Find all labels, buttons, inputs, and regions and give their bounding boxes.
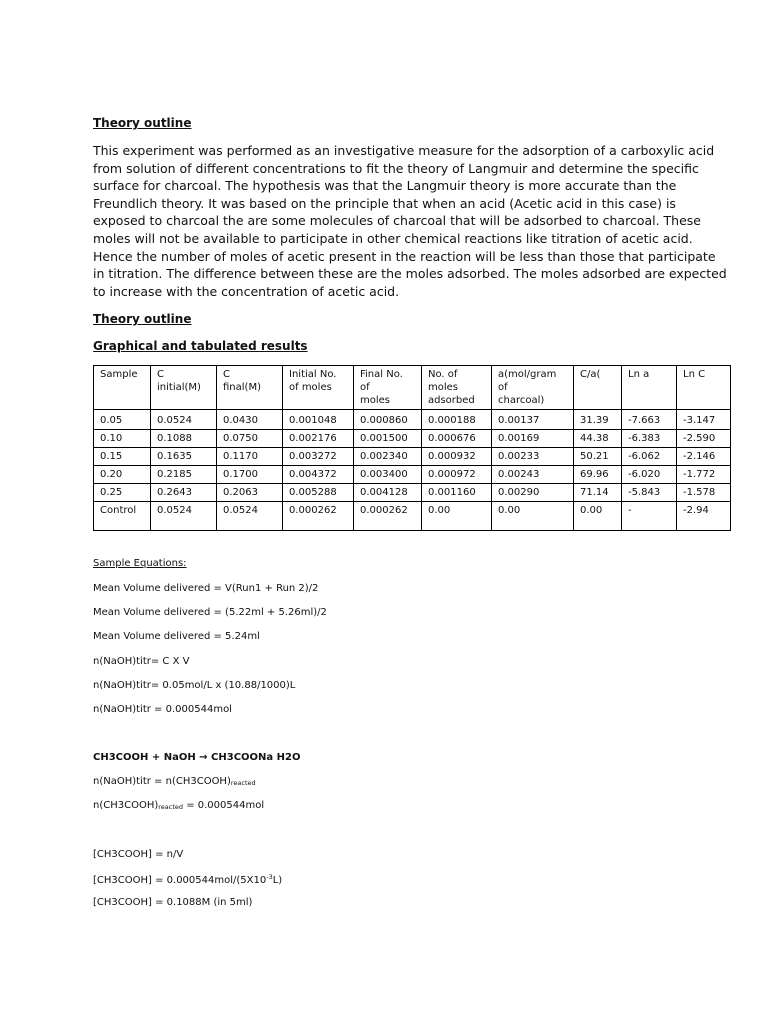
equation-line: Mean Volume delivered = 5.24ml bbox=[93, 631, 260, 642]
sample-equations-label: Sample Equations: bbox=[93, 558, 187, 569]
graphical-results-heading: Graphical and tabulated results bbox=[93, 339, 308, 353]
equation-line: n(NaOH)titr= C X V bbox=[93, 656, 190, 667]
table-cell: 0.000932 bbox=[422, 448, 492, 466]
table-cell: 0.1700 bbox=[217, 466, 283, 484]
equation-text: L) bbox=[272, 875, 283, 886]
table-row bbox=[94, 502, 731, 531]
equation-line: n(NaOH)titr= 0.05mol/L x (10.88/1000)L bbox=[93, 680, 296, 691]
table-cell: -2.94 bbox=[677, 502, 731, 531]
table-cell: 0.00 bbox=[574, 502, 622, 531]
table-cell: 0.001048 bbox=[283, 410, 354, 430]
table-cell: 0.2063 bbox=[217, 484, 283, 502]
table-cell: Control bbox=[94, 502, 151, 531]
table-cell: 0.000188 bbox=[422, 410, 492, 430]
table-cell: 0.003272 bbox=[283, 448, 354, 466]
paragraph-line: Hence the number of moles of acetic present in the reaction will be less than those that participate bbox=[93, 248, 716, 264]
equation-line: Mean Volume delivered = V(Run1 + Run 2)/2 bbox=[93, 583, 319, 594]
table-header-cell: Ln a bbox=[622, 366, 677, 410]
paragraph-line: surface for charcoal. The hypothesis was that the Langmuir theory is more accurate than the bbox=[93, 178, 677, 194]
table-cell: 0.002176 bbox=[283, 430, 354, 448]
table-cell: 50.21 bbox=[574, 448, 622, 466]
table-cell: 0.0750 bbox=[217, 430, 283, 448]
table-body bbox=[94, 410, 731, 531]
table-cell: 0.003400 bbox=[354, 466, 422, 484]
paragraph-line: moles will not be available to participate in other chemical reactions like titration of acetic acid. bbox=[93, 230, 693, 246]
table-cell: 0.0524 bbox=[151, 502, 217, 531]
table-cell: 0.005288 bbox=[283, 484, 354, 502]
table-cell: 0.001500 bbox=[354, 430, 422, 448]
table-cell: 0.1635 bbox=[151, 448, 217, 466]
subscript-text: reacted bbox=[230, 779, 256, 787]
table-cell: -6.020 bbox=[622, 466, 677, 484]
table-row bbox=[94, 448, 731, 466]
table-cell: -1.772 bbox=[677, 466, 731, 484]
equation-text: n(NaOH)titr = n(CH3COOH) bbox=[93, 776, 231, 787]
table-cell: 0.00290 bbox=[492, 484, 574, 502]
table-cell: 31.39 bbox=[574, 410, 622, 430]
table-cell: 0.10 bbox=[94, 430, 151, 448]
table-cell: -6.062 bbox=[622, 448, 677, 466]
table-cell: 0.000262 bbox=[283, 502, 354, 531]
table-cell: 0.00 bbox=[492, 502, 574, 531]
table-cell: 0.00169 bbox=[492, 430, 574, 448]
paragraph-line: from solution of different concentrations to fit the theory of Langmuir and determine the specific bbox=[93, 160, 699, 176]
table-cell: 0.002340 bbox=[354, 448, 422, 466]
table-header-cell: No. of moles adsorbed bbox=[422, 366, 492, 410]
table-cell: -1.578 bbox=[677, 484, 731, 502]
table-row bbox=[94, 410, 731, 430]
table-cell: 0.004372 bbox=[283, 466, 354, 484]
table-cell: 0.0430 bbox=[217, 410, 283, 430]
table-cell: 0.25 bbox=[94, 484, 151, 502]
table-cell: 0.00233 bbox=[492, 448, 574, 466]
table-cell: 0.0524 bbox=[151, 410, 217, 430]
equation-text: [CH3COOH] = 0.000544mol/(5X10 bbox=[93, 875, 267, 886]
equation-text: n(CH3COOH) bbox=[93, 800, 159, 811]
table-cell: - bbox=[622, 502, 677, 531]
equation-line: [CH3COOH] = 0.1088M (in 5ml) bbox=[93, 897, 253, 908]
paragraph-line: This experiment was performed as an investigative measure for the adsorption of a carboxylic acid bbox=[93, 143, 715, 158]
equation-text: = 0.000544mol bbox=[183, 800, 265, 811]
table-cell: 0.15 bbox=[94, 448, 151, 466]
table-header bbox=[94, 366, 731, 410]
table-header-row bbox=[94, 366, 731, 410]
equation-line bbox=[93, 776, 256, 787]
table-cell: 0.001160 bbox=[422, 484, 492, 502]
theory-paragraph bbox=[93, 142, 727, 300]
reaction-equation: CH3COOH + NaOH → CH3COONa H2O bbox=[93, 752, 301, 763]
equation-line: [CH3COOH] = n/V bbox=[93, 849, 184, 860]
table-cell: 0.000860 bbox=[354, 410, 422, 430]
table-cell: -6.383 bbox=[622, 430, 677, 448]
table-header-cell: Final No. of moles bbox=[354, 366, 422, 410]
table-header-cell: C/a( bbox=[574, 366, 622, 410]
table-cell: 0.05 bbox=[94, 410, 151, 430]
table-cell: 0.004128 bbox=[354, 484, 422, 502]
table-cell: 0.000676 bbox=[422, 430, 492, 448]
table-row bbox=[94, 466, 731, 484]
table-cell: 0.00243 bbox=[492, 466, 574, 484]
table-cell: 44.38 bbox=[574, 430, 622, 448]
table-header-cell: a(mol/gram of charcoal) bbox=[492, 366, 574, 410]
equation-line bbox=[93, 800, 264, 811]
table-header-cell: C initial(M) bbox=[151, 366, 217, 410]
table-cell: 71.14 bbox=[574, 484, 622, 502]
table-cell: 0.0524 bbox=[217, 502, 283, 531]
table-header-cell: Ln C bbox=[677, 366, 731, 410]
table-header-cell: C final(M) bbox=[217, 366, 283, 410]
theory-outline-heading-2: Theory outline bbox=[93, 312, 192, 326]
table-cell: 69.96 bbox=[574, 466, 622, 484]
table-cell: 0.20 bbox=[94, 466, 151, 484]
equation-line: Mean Volume delivered = (5.22ml + 5.26ml)/2 bbox=[93, 607, 327, 618]
results-table bbox=[93, 365, 731, 531]
superscript-text: -3 bbox=[266, 873, 273, 881]
table-header-cell: Initial No. of moles bbox=[283, 366, 354, 410]
paragraph-line: in titration. The difference between these are the moles adsorbed. The moles adsorbed are expected bbox=[93, 266, 727, 282]
paragraph-line: to increase with the concentration of acetic acid. bbox=[93, 283, 400, 299]
table-cell: -2.590 bbox=[677, 430, 731, 448]
equation-line: n(NaOH)titr = 0.000544mol bbox=[93, 704, 232, 715]
table-cell: 0.00137 bbox=[492, 410, 574, 430]
table-cell: 0.1170 bbox=[217, 448, 283, 466]
table-cell: -2.146 bbox=[677, 448, 731, 466]
table-cell: 0.00 bbox=[422, 502, 492, 531]
table-cell: -7.663 bbox=[622, 410, 677, 430]
table-cell: 0.2643 bbox=[151, 484, 217, 502]
paragraph-line: exposed to charcoal the are some molecules of charcoal that will be adsorbed to charcoal. These bbox=[93, 213, 701, 229]
table-cell: 0.1088 bbox=[151, 430, 217, 448]
table-row bbox=[94, 430, 731, 448]
paragraph-line: Freundlich theory. It was based on the principle that when an acid (Acetic acid in this case) is bbox=[93, 195, 676, 211]
theory-outline-heading: Theory outline bbox=[93, 116, 192, 130]
table-cell: -5.843 bbox=[622, 484, 677, 502]
table-cell: -3.147 bbox=[677, 410, 731, 430]
table-cell: 0.2185 bbox=[151, 466, 217, 484]
equation-line bbox=[93, 873, 282, 886]
table-cell: 0.000972 bbox=[422, 466, 492, 484]
table-header-cell: Sample bbox=[94, 366, 151, 410]
table-cell: 0.000262 bbox=[354, 502, 422, 531]
subscript-text: reacted bbox=[158, 803, 184, 811]
table-row bbox=[94, 484, 731, 502]
